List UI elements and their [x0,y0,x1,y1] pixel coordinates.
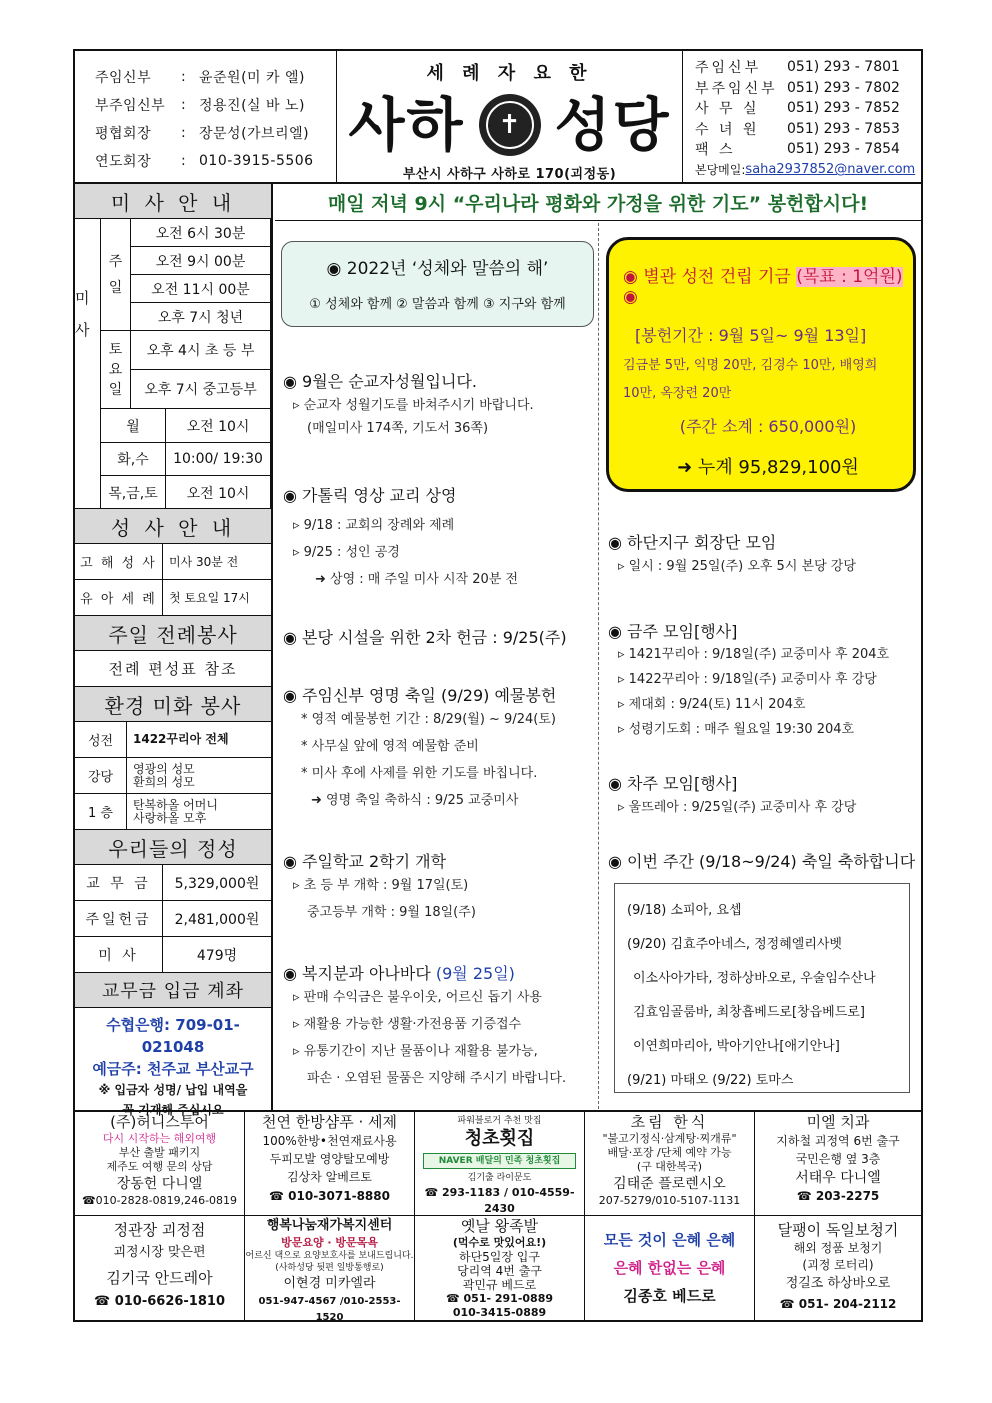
notice-video-catechism: ◉ 가톨릭 영상 교리 상영 ▹ 9/18 : 교회의 장례와 제례 ▹ 9/25 : 성인 공경 ➜ 상영 : 매 주일 미사 시작 20분 전 [283,486,519,587]
advertisements [75,1110,921,1322]
mass-heading: 미 사 안 내 [75,184,271,219]
sunday-mass-time: 오후 7시 청년 [131,303,271,331]
weekday-mass-time: 오전 10시 [166,476,271,509]
clergy-row: 부주임신부 : 정용진(실 바 노) [95,97,305,114]
title-right: 성당 [554,91,671,159]
contact-row: 팩 스 051) 293 - 7854 [695,141,900,159]
sunday-label: 주 일 [101,219,131,331]
sunday-mass-time: 오전 11시 00분 [131,275,271,303]
notice-feast-days: ◉ 이번 주간 (9/18~9/24) 축일 축하합니다 [608,852,916,871]
fund-donors: 김금분 5만, 익명 20만, 김경수 10만, 배영희 [623,358,878,373]
contact-list [683,51,921,182]
notice-second-collection: ◉ 본당 시설을 위한 2차 헌금 : 9/25(주) [283,628,567,647]
feast-days-box [614,883,910,1093]
ad-raw-fish-restaurant: 파워블로거 추천 맛집 청초횟집 NAVER 배달의 민족 청초횟집 김기출 라이문도 ☎ 293-1183 / 010-4559-2430 [415,1112,585,1216]
fund-subtotal: (주간 소계 : 650,000원) [679,417,857,436]
notice-sunday-school: ◉ 주일학교 2학기 개학 ▹ 초 등 부 개학 : 9월 17일(토) 중고등부 개학 : 9월 18일(주) [283,852,476,920]
clergy-list [75,51,337,182]
environment-row: 강당 영광의 성모 환희의 성모 [75,758,271,794]
notice-district-meeting: ◉ 하단지구 회장단 모임 ▹ 일시 : 9월 25일(주) 오후 5시 본당 강당 [608,533,856,574]
offering-heading: 우리들의 정성 [75,830,271,865]
environment-row: 성전 1422꾸리아 전체 [75,722,271,758]
offering-row: 교 무 금 5,329,000원 [75,865,271,901]
feast-day-line: 이연희마리아, 박아기안나[애기안나] [633,1039,840,1054]
feast-day-line: 이소사아가타, 정하상바오로, 우술임수산나 [633,971,876,986]
sunday-mass-time: 오전 6시 30분 [131,219,271,247]
feast-day-line: 김효임골룸바, 최창흡베드로[창읍베드로] [633,1005,865,1020]
mass-vertical-label: 미 사 [75,219,101,409]
sacrament-heading: 성 사 안 내 [75,509,271,544]
ad-home-care-center: 행복나눔재가복지센터 방문요양 · 방문목욕 어르신 댁으로 요양보호사를 보내드립니다. (사하성당 뒷편 일방통행로) 이현경 미카엘라 051-947-4567 /010-2553-1520 [245,1218,414,1322]
contact-row: 수 녀 원 051) 293 - 7853 [695,120,900,138]
fund-total: ➜ 누계 95,829,100원 [677,457,859,478]
title-left: 사하 [348,91,465,159]
weekday-label: 월 [101,409,166,443]
ad-herbal-shampoo: 천연 한방샴푸 · 세제 100%한방•천연재료사용 두피모발 영양탈모예방 김상차 알베르토 ☎ 010-3071-8880 [245,1112,415,1216]
account-note: ※ 입금자 성명/ 납입 내역을 [98,1083,248,1097]
weekday-spacer [75,409,101,509]
weekday-mass-time: 오전 10시 [166,409,271,443]
ad-chorim-korean: 초림 한식 "불고기정식·삼계탕·찌개류" 배달·포장 /단체 예약 가능 (구 대한복국) 김태준 플로렌시오 207-5279/010-5107-1131 [585,1112,755,1216]
notice-bazaar: ◉ 복지분과 아나바다 (9월 25일) ▹ 판매 수익금은 불우이웃, 어르신 돕기 사용 ▹ 재활용 가능한 생활·가전용품 기증접수 ▹ 유통기간이 지난 물품이나 재활용 불가능, 파손 · 오염된 물품은 지양해 주시기 바랍니다. [283,964,567,1086]
ad-pork-feet: 옛날 왕족발 (먹수로 맛있어요!) 하단5일장 입구 당리역 4번 출구 곽민규 베드로 ☎ 051- 291-0889 010-3415-0889 [415,1216,585,1322]
church-address: 부산시 사하구 사하로 170(괴정동) [402,167,617,182]
account-note: 꼭 기재해 주십시오 [122,1103,224,1117]
weekday-mass-time: 10:00/ 19:30 [166,443,271,476]
clergy-row: 평협회장 : 장문성(가브리엘) [95,125,310,142]
saturday-mass-time: 오후 4시 초 등 부 [131,331,271,370]
notice-next-week: ◉ 차주 모임[행사] ▹ 울뜨레아 : 9/25일(주) 교중미사 후 강당 [608,774,857,815]
weekday-label: 목,금,토 [101,476,166,509]
sunday-mass-time: 오전 9시 00분 [131,247,271,275]
contact-row: 주임신부 051) 293 - 7801 [695,59,900,77]
saturday-label: 토 요 일 [101,331,131,409]
environment-row: 1 층 탄복하올 어머니 사랑하올 모후 [75,794,271,830]
year-theme-sub: ① 성체와 함께 ② 말씀과 함께 ③ 지구와 함께 [309,297,566,312]
weekday-label: 화,수 [101,443,166,476]
ad-honeys-tour: (주)허니스투어 다시 시작하는 해외여행 부산 출발 패키지 제주도 여행 문의 상담 장동헌 다니엘 ☎010-2828-0819,246-0819 [75,1112,245,1216]
contact-row: 부주임신부 051) 293 - 7802 [695,79,900,97]
sacrament-row: 유 아 세 례 첫 토요일 17시 [75,580,271,616]
account-owner: 예금주: 천주교 부산교구 [92,1060,254,1078]
feast-day-line: (9/18) 소피아, 요셉 [627,903,742,918]
email-row: 본당메일: saha2937852@naver.com [695,162,916,178]
account-heading: 교무금 입금 계좌 [75,973,271,1008]
offering-row: 주일헌금 2,481,000원 [75,901,271,937]
notice-pastor-feast: ◉ 주임신부 영명 축일 (9/29) 예물봉헌 * 영적 예물봉헌 기간 : 8/29(월) ~ 9/24(토) * 사무실 앞에 영적 예물함 준비 * 미사 후에 사제를 위한 기도를 바칩니다. ➜ 영명 축일 축하식 : 9/25 교중미사 [283,686,557,808]
clergy-row: 주임신부 : 윤준원(미 카 엘) [95,69,305,86]
clergy-row: 연도회장 : 010-3915-5506 [95,153,314,170]
fund-donors: 10만, 옥장련 20만 [623,386,732,401]
fund-title: ◉ 별관 성전 건립 기금 (목표 : 1억원) ◉ [623,267,903,307]
fund-goal: (목표 : 1억원) [796,267,903,287]
account-bank: 수협은행: 709-01-021048 [106,1016,240,1056]
masthead [337,51,683,182]
liturgy-heading: 주일 전례봉사 [75,616,271,651]
email-link[interactable]: saha2937852@naver.com [745,162,916,178]
building-fund-box [606,237,916,492]
contact-row: 사 무 실 051) 293 - 7852 [695,100,900,118]
ad-hearing-aid: 달팽이 독일보청기 해외 정품 보청기 (괴정 로터리) 정길조 하상바오로 ☎ 051- 204-2112 [777,1221,899,1311]
sacrament-row: 고 해 성 사 미사 30분 전 [75,544,271,580]
left-sidebar [75,184,273,1117]
ad-grace: 모든 것이 은혜 은혜 은혜 한없는 은혜 김종호 베드로 [585,1216,755,1322]
feast-day-line: (9/21) 마태오 (9/22) 토마스 [627,1073,794,1088]
fund-period: [봉헌기간 : 9월 5일~ 9월 13일] [635,326,867,345]
year-theme-box [281,241,594,327]
ad-red-ginseng: 정관장 괴정점 괴정시장 맞은편 김기국 안드레아 ☎ 010-6626-1810 [75,1216,245,1322]
offering-row: 미 사 479명 [75,937,271,973]
bulletin-page [73,49,923,1322]
mass-schedule-table [75,219,271,509]
feast-day-line: (9/20) 김효주아네스, 정정혜엘리사벳 [627,937,842,952]
church-logo-icon: ✝ [479,94,541,156]
saturday-mass-time: 오후 7시 중고등부 [131,370,271,409]
notice-this-week: ◉ 금주 모임[행사] ▹ 1421꾸리아 : 9/18일(주) 교중미사 후 204호 ▹ 1422꾸리아 : 9/18일(주) 교중미사 후 강당 ▹ 제대회 : 9/24(토) 11시 204호 ▹ 성령기도회 : 매주 월요일 19:30 204호 [608,622,890,737]
prayer-banner: 매일 저녁 9시 “우리나라 평화와 가정을 위한 기도” 봉헌합시다! [275,184,921,221]
patron-subtitle: 세 례 자 요 한 [426,63,593,84]
environment-heading: 환경 미화 봉사 [75,687,271,722]
liturgy-text: 전례 편성표 참조 [75,651,271,687]
ad-miel-dental: 미엘 치과 지하철 괴정역 6번 출구 국민은행 옆 3층 서태우 다니엘 ☎ 203-2275 [755,1112,921,1216]
year-theme-title: ◉ 2022년 ‘성체와 말씀의 해’ [326,259,549,279]
notice-martyr: ◉ 9월은 순교자성월입니다. ▹ 순교자 성월기도를 바쳐주시기 바랍니다. (매일미사 174쪽, 기도서 36쪽) [283,372,534,436]
account-info [75,1008,271,1120]
column-divider [598,223,599,1109]
header [75,51,921,184]
